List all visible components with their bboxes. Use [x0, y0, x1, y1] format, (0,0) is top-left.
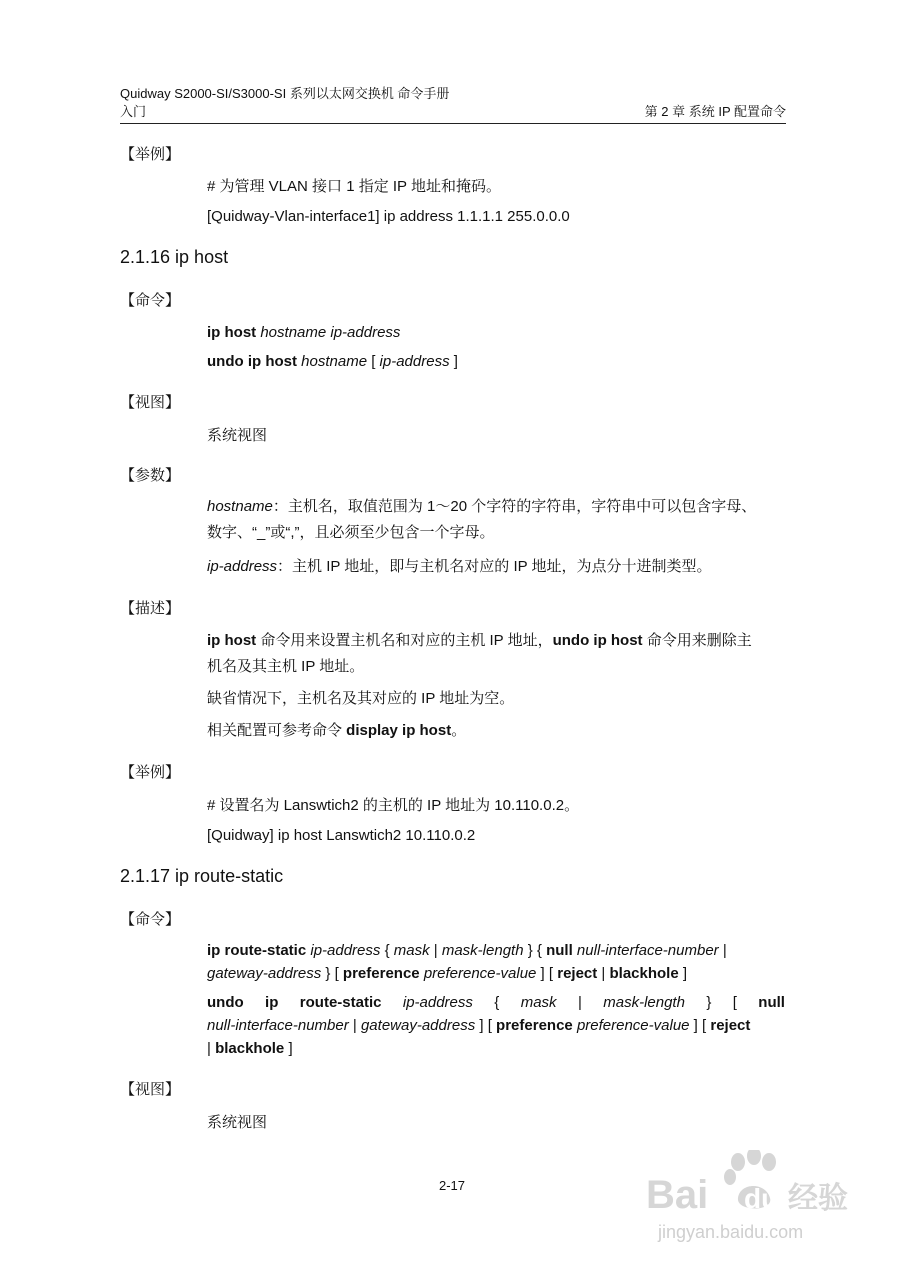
- desc-label: 【描述】: [120, 600, 181, 617]
- command-arg: preference-value: [576, 1017, 690, 1034]
- desc-text: 命令用来删除主: [642, 632, 752, 649]
- command-arg: gateway-address: [207, 965, 322, 982]
- example-label: 【举例】: [120, 146, 181, 163]
- command-keyword: reject: [557, 965, 598, 982]
- command-keyword: preference: [496, 1017, 573, 1034]
- view-text: 系统视图: [207, 1114, 268, 1131]
- command-arg: ip-address: [379, 353, 450, 370]
- page-number: 2-17: [438, 1178, 466, 1193]
- command-arg: preference-value: [423, 965, 537, 982]
- command-arg: gateway-address: [360, 1017, 476, 1034]
- command-line: [207, 321, 785, 344]
- param-name: ip-address: [207, 558, 278, 575]
- header-chapter: 第 2 章 系统 IP 配置命令: [644, 104, 786, 119]
- command-keyword: ip host: [207, 324, 257, 341]
- bracket: [: [371, 353, 376, 370]
- command-keyword: null: [758, 994, 785, 1011]
- desc-keyword: ip host: [207, 632, 257, 649]
- example-command: [Quidway] ip host Lanswtich2 10.110.0.2: [207, 827, 476, 844]
- command-keyword: blackhole: [215, 1040, 285, 1057]
- desc-keyword: display ip host: [346, 722, 452, 739]
- syntax: ] [: [536, 965, 558, 982]
- bracket: ]: [453, 353, 458, 370]
- section-heading-ip-route-static: 2.1.17 ip route-static: [120, 866, 284, 886]
- param-hostname: [207, 495, 785, 518]
- syntax: ]: [284, 1040, 293, 1057]
- command-arg: null-interface-number: [576, 942, 719, 959]
- view-text: 系统视图: [207, 427, 268, 444]
- desc-line-1-cont: 机名及其主机 IP 地址。: [207, 658, 365, 675]
- command-label: 【命令】: [120, 292, 181, 309]
- syntax: ] [: [475, 1017, 497, 1034]
- desc-line-1: [207, 629, 785, 652]
- view-label: 【视图】: [120, 1081, 181, 1098]
- command-keyword: route-static: [299, 994, 382, 1011]
- command-arg: ip-address: [402, 994, 473, 1011]
- command-keyword: blackhole: [609, 965, 679, 982]
- syntax: |: [207, 1040, 216, 1057]
- watermark-product-text: 经验: [788, 1181, 848, 1216]
- route-command-line-1: [207, 939, 785, 962]
- command-arg: null-interface-number: [207, 1017, 349, 1034]
- header-doc-title: Quidway S2000-SI/S3000-SI 系列以太网交换机 命令手册: [120, 86, 450, 101]
- syntax: |: [429, 942, 442, 959]
- params-label: 【参数】: [120, 467, 181, 484]
- baidu-jingyan-watermark-logo: [638, 1150, 856, 1250]
- syntax: }: [706, 994, 712, 1011]
- syntax: |: [718, 942, 727, 959]
- watermark-url-text: jingyan.baidu.com: [658, 1222, 804, 1242]
- syntax: |: [577, 994, 582, 1011]
- desc-text: 。: [451, 722, 467, 739]
- view-label: 【视图】: [120, 394, 181, 411]
- header-rule: [120, 123, 786, 124]
- command-arg: ip-address: [310, 942, 381, 959]
- watermark-brand-text: Bai: [646, 1173, 709, 1217]
- command-line-undo: [207, 350, 785, 373]
- syntax: |: [597, 965, 610, 982]
- param-hostname-cont: 数字、“_”或“,”，且必须至少包含一个字母。: [207, 524, 495, 541]
- syntax: {: [380, 942, 394, 959]
- desc-keyword: undo ip host: [552, 632, 643, 649]
- example-command: [Quidway-Vlan-interface1] ip address 1.1.1.1 255.0.0.0: [207, 208, 570, 225]
- header-row: [120, 104, 786, 120]
- syntax: |: [348, 1017, 361, 1034]
- header-section-name: 入门: [120, 104, 147, 119]
- command-keyword: reject: [710, 1017, 751, 1034]
- route-command-undo-line-1: [207, 991, 785, 1014]
- command-arg: mask-length: [441, 942, 524, 959]
- route-command-undo-line-2: [207, 1014, 785, 1037]
- syntax: ] [: [689, 1017, 711, 1034]
- route-command-undo-line-3: [207, 1037, 785, 1060]
- section-heading-ip-host: 2.1.16 ip host: [120, 247, 229, 267]
- param-ip-address: [207, 555, 785, 578]
- command-label: 【命令】: [120, 911, 181, 928]
- syntax: } [: [321, 965, 343, 982]
- command-arg: mask: [520, 994, 557, 1011]
- example-label: 【举例】: [120, 764, 181, 781]
- desc-text: 命令用来设置主机名和对应的主机 IP 地址，: [256, 632, 553, 649]
- watermark-du-text: du: [744, 1183, 779, 1214]
- syntax: ]: [678, 965, 688, 982]
- param-name: hostname: [207, 498, 273, 515]
- param-desc: ：主机 IP 地址，即与主机名对应的 IP 地址，为点分十进制类型。: [277, 558, 712, 575]
- desc-text: 相关配置可参考命令: [207, 722, 347, 739]
- command-arg: mask-length: [603, 994, 685, 1011]
- command-arg: hostname: [301, 353, 368, 370]
- command-arg: mask: [393, 942, 430, 959]
- command-keyword: ip: [265, 994, 279, 1011]
- example-comment: # 设置名为 Lanswtich2 的主机的 IP 地址为 10.110.0.2。: [207, 797, 580, 814]
- command-args: hostname ip-address: [260, 324, 401, 341]
- desc-line-3: [207, 719, 785, 742]
- route-command-line-2: [207, 962, 785, 985]
- syntax: {: [494, 994, 500, 1011]
- param-desc: ：主机名，取值范围为 1～20 个字符的字符串，字符串中可以包含字母、: [272, 498, 757, 515]
- command-keyword: null: [546, 942, 573, 959]
- syntax: } {: [523, 942, 547, 959]
- command-keyword: preference: [342, 965, 420, 982]
- desc-line-2: 缺省情况下，主机名及其对应的 IP 地址为空。: [207, 690, 515, 707]
- syntax: [: [732, 994, 737, 1011]
- command-keyword: ip route-static: [207, 942, 307, 959]
- example-comment: # 为管理 VLAN 接口 1 指定 IP 地址和掩码。: [207, 178, 501, 195]
- command-keyword: undo ip host: [207, 353, 297, 370]
- command-keyword: undo: [207, 994, 244, 1011]
